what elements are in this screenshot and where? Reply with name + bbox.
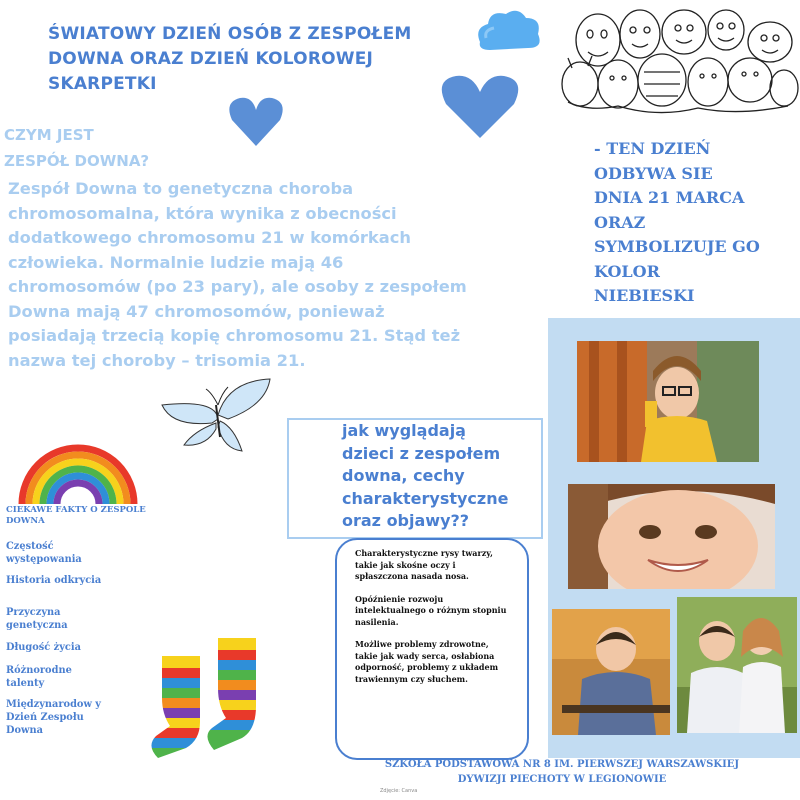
heart-icon bbox=[228, 96, 284, 148]
title-line-3: SKARPETKI bbox=[48, 74, 157, 94]
school-line-1: SZKOŁA PODSTAWOWA NR 8 IM. PIERWSZEJ WARSZAWSKIEJ bbox=[384, 759, 740, 770]
intro-paragraph: Zespół Downa to genetyczna choroba chromosomalna, która wynika z obecności dodatkowego chromosomu 21 w komórkach człowieka. Normalnie ludzie mają 46 chromosomów (po 23 pary), ale osoby z zespołem Downa mają 47 chromosomów, ponieważ posiadają trzecią kopię chromosomu 21. Stąd też nazwa tej choroby – trisomia 21. bbox=[8, 179, 467, 370]
school-line-2: DYWIZJI PIECHOTY W LEGIONOWIE bbox=[457, 774, 667, 785]
butterfly-icon bbox=[158, 375, 276, 457]
children-question-line: charakterystyczne bbox=[342, 488, 509, 508]
socks-icon bbox=[150, 636, 330, 762]
title-line-2: DOWNA ORAZ DZIEŃ KOLOROWEJ bbox=[48, 49, 374, 69]
day-info-line: KOLOR bbox=[594, 261, 660, 281]
photo-girl-smiling bbox=[568, 484, 775, 589]
cartoon-animals-drawing bbox=[558, 2, 800, 120]
features-list bbox=[355, 548, 507, 696]
day-info-line: ORAZ bbox=[594, 212, 646, 232]
children-question-line: downa, cechy bbox=[342, 466, 465, 485]
fact-item: Przyczyna genetyczna bbox=[6, 607, 68, 631]
question-line-2: ZESPÓŁ DOWNA? bbox=[4, 152, 150, 170]
children-question-line: jak wyglądają bbox=[342, 421, 466, 440]
cloud-icon bbox=[472, 6, 544, 56]
children-question-line: dzieci z zespołem bbox=[342, 443, 501, 463]
question-line-1: CZYM JEST bbox=[4, 126, 94, 144]
facts-heading bbox=[6, 505, 146, 527]
school-name bbox=[342, 757, 782, 787]
feature-item: Charakterystyczne rysy twarzy, takie jak skośne oczy i spłaszczona nasada nosa. bbox=[355, 548, 493, 581]
feature-item: Możliwe problemy zdrowotne, takie jak wady serca, osłabiona odporność, problemy z układem trawiennym czy słuchem. bbox=[355, 639, 499, 684]
fact-item: Różnorodne talenty bbox=[6, 665, 72, 689]
children-question bbox=[342, 420, 508, 533]
photo-credit: Zdjęcie: Canva bbox=[380, 788, 418, 794]
day-info-line: - TEN DZIEŃ bbox=[594, 139, 711, 158]
fact-item: Częstość występowania bbox=[6, 541, 82, 565]
photo-father-daughter bbox=[677, 597, 797, 733]
day-info-line: DNIA 21 MARCA bbox=[594, 188, 745, 207]
photo-girl-climbing bbox=[577, 341, 759, 462]
fact-item: Długość życia bbox=[6, 642, 81, 653]
day-info-line: ODBYWA SIE bbox=[594, 163, 713, 183]
day-info-line: NIEBIESKI bbox=[594, 286, 695, 305]
title-line-1: ŚWIATOWY DZIEŃ OSÓB Z ZESPOŁEM bbox=[48, 24, 412, 44]
feature-item: Opóźnienie rozwoju intelektualnego o różnym stopniu nasilenia. bbox=[355, 593, 507, 627]
facts-heading-line-1: CIEKAWE FAKTY O ZESPOLE bbox=[6, 505, 146, 515]
facts-heading-line-2: DOWNA bbox=[6, 516, 45, 526]
section-heading bbox=[4, 122, 149, 174]
day-info-line: SYMBOLIZUJE GO bbox=[594, 237, 760, 256]
children-question-line: oraz objawy?? bbox=[342, 511, 470, 530]
photo-boy-bench bbox=[552, 609, 670, 735]
rainbow-icon bbox=[16, 432, 140, 504]
page-title bbox=[48, 22, 468, 97]
heart-icon bbox=[440, 74, 520, 140]
fact-item: Międzynarodow y Dzień Zespołu Downa bbox=[6, 699, 101, 736]
fact-item: Historia odkrycia bbox=[6, 575, 102, 586]
day-info bbox=[594, 137, 760, 309]
